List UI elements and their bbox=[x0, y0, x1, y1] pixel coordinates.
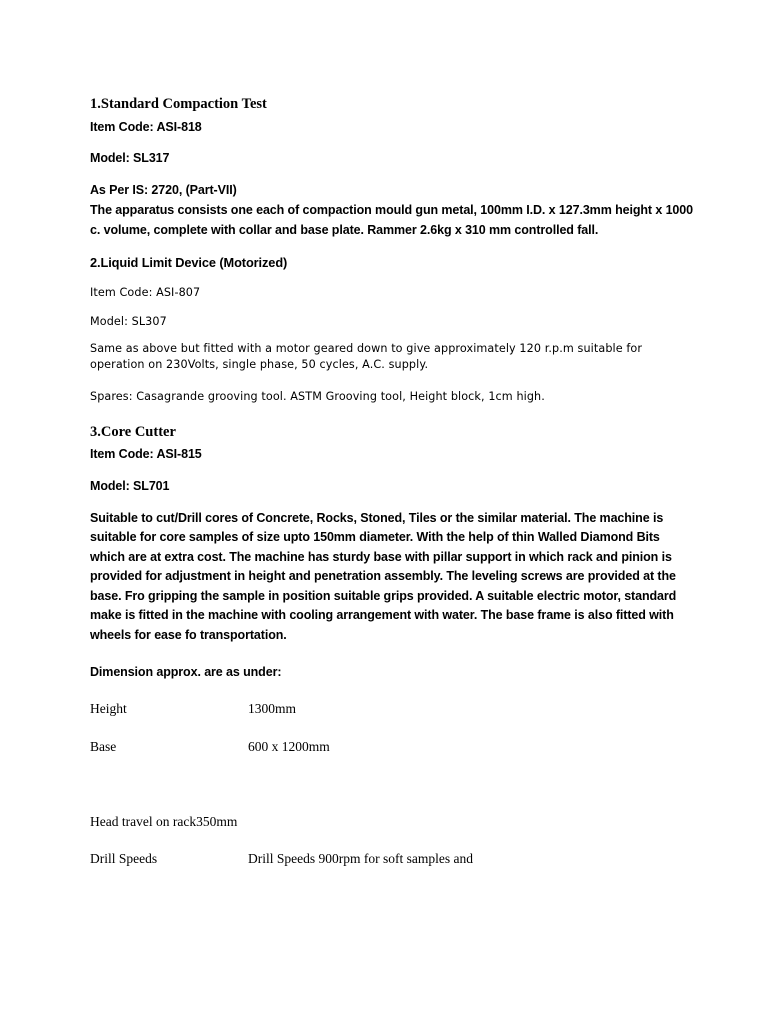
section1-item-code: Item Code: ASI-818 bbox=[90, 120, 202, 134]
section2-item-code: Item Code: ASI-807 bbox=[90, 286, 201, 299]
spec-value-base: 600 x 1200mm bbox=[248, 739, 330, 754]
section1-description-line: The apparatus consists one each of compaction mould gun metal, 100mm I.D. x 127.3mm height x 1000 bbox=[90, 203, 693, 217]
section1-title: 1.Standard Compaction Test bbox=[90, 96, 267, 112]
spec-value-height: 1300mm bbox=[248, 701, 297, 716]
section2-description-line: Same as above but fitted with a motor geared down to give approximately 120 r.p.m suitable for bbox=[90, 342, 643, 355]
head-travel: Head travel on rack350mm bbox=[90, 814, 238, 829]
section3-description-line: Suitable to cut/Drill cores of Concrete, Rocks, Stoned, Tiles or the similar material. The machine is bbox=[90, 511, 664, 525]
section3-dimension-heading: Dimension approx. are as under: bbox=[90, 665, 282, 679]
section1-model: Model: SL317 bbox=[90, 151, 170, 165]
spec-label-drill-speeds: Drill Speeds bbox=[90, 851, 158, 866]
spec-value-drill-speeds: Drill Speeds 900rpm for soft samples and bbox=[248, 851, 473, 866]
section3-description-line: provided for adjustment in height and penetration assembly. The leveling screws are provided at the bbox=[90, 569, 676, 583]
section3-description-line: make is fitted in the machine with cooling arrangement with water. The base frame is also fitted with bbox=[90, 608, 674, 622]
section2-description-line: operation on 230Volts, single phase, 50 cycles, A.C. supply. bbox=[90, 358, 429, 371]
section2-model: Model: SL307 bbox=[90, 315, 167, 328]
section3-description-line: which are at extra cost. The machine has sturdy base with pillar support in which rack and pinion is bbox=[90, 550, 672, 564]
section3-model: Model: SL701 bbox=[90, 479, 170, 493]
section1-description-line: c. volume, complete with collar and base plate. Rammer 2.6kg x 310 mm controlled fall. bbox=[90, 223, 599, 237]
section1-standard: As Per IS: 2720, (Part-VII) bbox=[90, 183, 237, 197]
section3-title: 3.Core Cutter bbox=[90, 424, 176, 440]
section2-spares: Spares: Casagrande grooving tool. ASTM Grooving tool, Height block, 1cm high. bbox=[90, 390, 545, 403]
spec-label-base: Base bbox=[90, 739, 117, 754]
section2-title: 2.Liquid Limit Device (Motorized) bbox=[90, 255, 288, 270]
section3-description-line: wheels for ease fo transportation. bbox=[90, 628, 287, 642]
section3-item-code: Item Code: ASI-815 bbox=[90, 447, 202, 461]
spec-label-height: Height bbox=[90, 701, 127, 716]
section3-description-line: suitable for core samples of size upto 150mm diameter. With the help of thin Walled Diamond Bits bbox=[90, 530, 660, 544]
section3-description-line: base. Fro gripping the sample in position suitable grips provided. A suitable electric motor, standard bbox=[90, 589, 677, 603]
